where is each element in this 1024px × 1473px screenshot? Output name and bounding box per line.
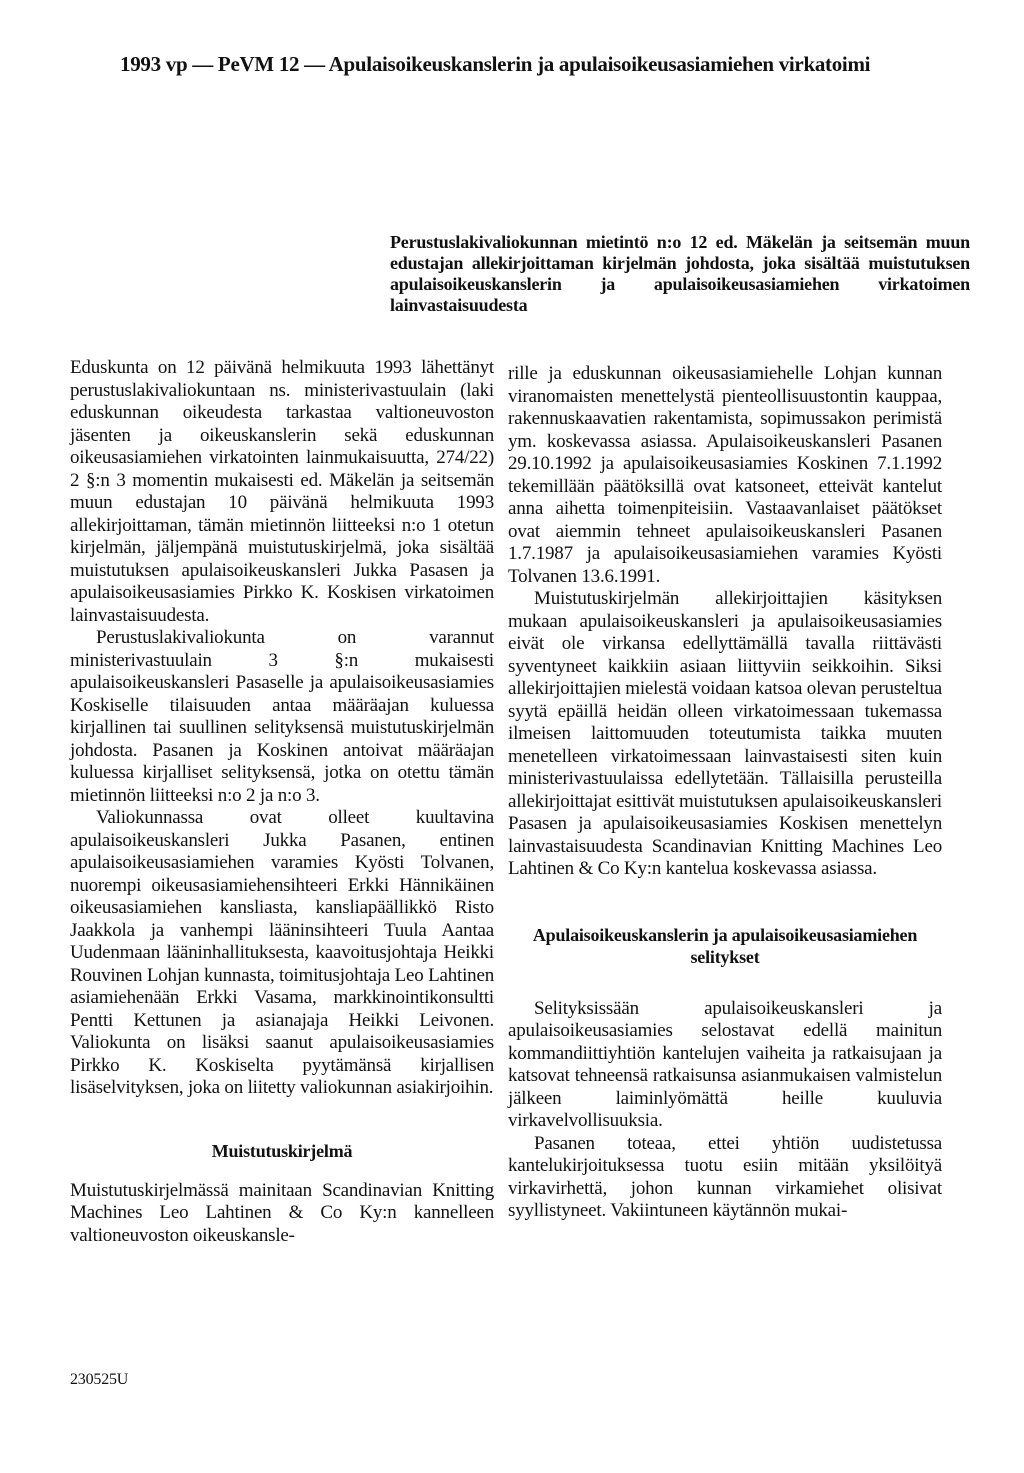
paragraph: Muistutuskirjelmän allekirjoittajien käsityksen mukaan apulaisoikeuskansleri ja apulaisoikeusasiamies eivät ole virkansa edellyttämällä tavalla riittävästi syventyneet kaikkiin asiaan liittyviin seikkoihin. Siksi allekirjoittajien mielestä voidaan katsoa olevan perusteltua syytä epäillä heidän olleen virkatoimessaan tukemassa ilmeisen laittomuuden toteutumista taikka muuten menetelleen virkatoimessaan lainvastaisesti siten kuin ministerivastuulaissa edellytetään. Tällaisilla perusteilla allekirjoittajat esittivät muistutuksen apulaisoikeuskansleri Pasasen ja apulaisoikeusasiamies Koskisen menettelyn lainvastaisuudesta Scandinavian Knitting Machines Leo Lahtinen & Co Ky:n kantelua koskevassa asiassa.: [508, 588, 942, 879]
paragraph: Muistutuskirjelmässä mainitaan Scandinavian Knitting Machines Leo Lahtinen & Co Ky:n kannelleen valtioneuvoston oikeuskansle-: [70, 1179, 494, 1246]
paragraph: Valiokunnassa ovat olleet kuultavina apulaisoikeuskansleri Jukka Pasanen, entinen apulaisoikeusasiamiehen varamies Kyösti Tolvanen, nuorempi oikeusasiamiehensihteeri Erkki Hännikäinen oikeusasiamiehen kansliasta, kansliapäällikkö Risto Jaakkola ja vanhempi lääninsihteeri Tuula Aantaa Uudenmaan lääninhallituksesta, kaavoitusjohtaja Heikki Rouvinen Lohjan kunnasta, toimitusjohtaja Leo Lahtinen asiamiehenään Erkki Vasama, markkinointikonsultti Pentti Kettunen ja asianajaja Heikki Leivonen. Valiokunta on lisäksi saanut apulaisoikeusasiamies Pirkko K. Koskiselta pyytämänsä kirjallisen lisäselvityksen, joka on liitetty valiokunnan asiakirjoihin.: [70, 807, 495, 1098]
report-title-text: Perustuslakivaliokunnan mietintö n:o 12 ed. Mäkelän ja seitsemän muun edustajan allekirjoittaman kirjelmän johdosta, joka sisältää muistutuksen apulaisoikeuskanslerin ja apulaisoikeusasiamiehen virkatoimen lainvastaisuudesta: [390, 232, 970, 315]
paragraph: Perustuslakivaliokunta on varannut ministerivastuulain 3 §:n mukaisesti apulaisoikeuskansleri Pasaselle ja apulaisoikeusasiamies Koskiselle tilaisuuden antaa määräajan kuluessa kirjallinen tai suullinen selityksensä muistutuskirjelmän johdosta. Pasanen ja Koskinen antoivat määräajan kuluessa kirjalliset selityksensä, jotka on otettu tämän mietinnön liitteeksi n:o 2 ja n:o 3.: [70, 627, 494, 806]
section-heading-selitykset: Apulaisoikeuskanslerin ja apulaisoikeusasiamiehen selitykset: [532, 924, 918, 967]
report-title: [390, 232, 970, 316]
section-heading-muistutuskirjelma: Muistutuskirjelmä: [211, 1140, 353, 1161]
paragraph: Eduskunta on 12 päivänä helmikuuta 1993 lähettänyt perustuslakivaliokuntaan ns. ministerivastuulain (laki eduskunnan oikeudesta tarkastaa valtioneuvoston jäsenten ja oikeuskanslerin sekä eduskunnan oikeusasiamiehen virkatointen lainmukaisuutta, 274/22) 2 §:n 3 momentin mukaisesti ed. Mäkelän ja seitsemän muun edustajan 10 päivänä helmikuuta 1993 allekirjoittaman, tämän mietinnön liitteeksi n:o 1 otetun kirjelmän, jäljempänä muistutuskirjelmä, joka sisältää muistutuksen apulaisoikeuskansleri Jukka Pasasen ja apulaisoikeusasiamies Pirkko K. Koskisen virkatoimen lainvastaisuudesta.: [70, 357, 494, 626]
right-column: [508, 363, 942, 1223]
paragraph: Pasanen toteaa, ettei yhtiön uudistetussa kantelukirjoituksessa tuotu esiin mitään yksilöityä virkavirhettä, johon kunnan virkamiehet olisivat syyllistyneet. Vakiintuneen käytännön mukai-: [508, 1132, 942, 1221]
left-column: [70, 357, 494, 1247]
running-header: 1993 vp — PeVM 12 — Apulaisoikeuskanslerin ja apulaisoikeusasiamiehen virkatoimi: [120, 52, 871, 76]
document-code: 230525U: [70, 1371, 129, 1388]
paragraph: rille ja eduskunnan oikeusasiamiehelle Lohjan kunnan viranomaisten menettelystä pienteollisuustontin kauppaa, rakennuskaavatien rakentamista, sopimussakon perimistä ym. koskevassa asiassa. Apulaisoikeuskansleri Pasanen 29.10.1992 ja apulaisoikeusasiamies Koskinen 7.1.1992 tekemillään päätöksillä ovat katsoneet, etteivät kantelut anna aihetta toimenpiteisiin. Vastaavanlaiset päätökset ovat aiemmin tehneet apulaisoikeuskansleri Pasanen 1.7.1987 ja apulaisoikeusasiamiehen varamies Kyösti Tolvanen 13.6.1991.: [508, 363, 942, 587]
paragraph: Selityksissään apulaisoikeuskansleri ja apulaisoikeusasiamies selostavat edellä mainitun kommandiittiyhtiön kantelujen vaiheita ja ratkaisujaan ja katsovat tehneensä ratkaisunsa asianmukaisen valmistelun jälkeen laiminlyömättä heille kuuluvia virkavelvollisuuksia.: [508, 997, 942, 1131]
